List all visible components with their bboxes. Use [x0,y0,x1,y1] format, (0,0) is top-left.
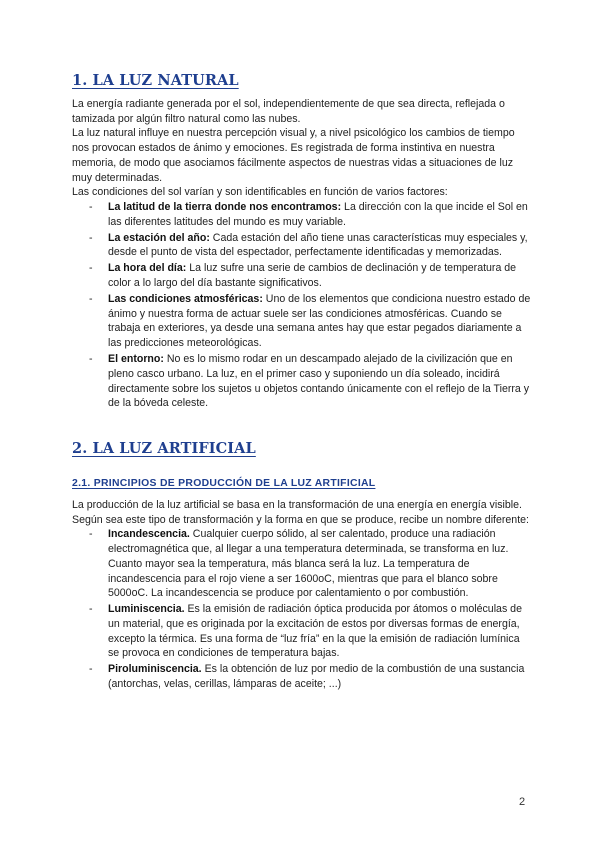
dash-bullet: - [89,528,93,541]
list-item [72,200,532,229]
dash-bullet: - [89,603,93,616]
list-item-text: Cualquier cuerpo sólido, al ser calentado, produce una radiación electromagnética que, al llegar a una temperatura determinada, se transforma en luz. Cuanto mayor sea la temperatura, más blanca será la luz. La temperatura de incandescencia para el rojo viene a ser 1600oC, mientras que para el blanco sobre 5000oC. La incandescencia se produce por calentamiento o por combustión. [108,528,509,600]
list-item-text: Es la obtención de luz por medio de la combustión de una sustancia (antorchas, velas, cerillas, lámparas de aceite; ...) [108,663,525,691]
dash-bullet: - [89,231,93,244]
list-item [72,231,532,260]
list-item [72,602,532,661]
dash-bullet: - [89,262,93,275]
paragraph: La producción de la luz artificial se basa en la transformación de una energía en energía visible. Según sea este tipo de transformación y la forma en que se produce, recibe un nombre diferente: [72,499,529,526]
section-1-heading: 1. LA LUZ NATURAL [72,72,239,89]
list-item-term: El entorno: [108,353,164,366]
list-item-term: Piroluminiscencia. [108,663,202,676]
artificial-light-types-list [72,527,532,691]
section-2-heading: 2. LA LUZ ARTIFICIAL [72,440,256,457]
list-item-text: Uno de los elementos que condiciona nuestro estado de ánimo y nuestra forma de actuar suele ser las condiciones atmosféricas. Cuando se trabaja en exteriores, ya desde una semana antes hay que estar pegados diariamente a las predicciones meteorológicas. [108,293,531,350]
list-item [72,352,532,411]
list-item-text: La luz sufre una serie de cambios de declinación y de temperatura de color a lo largo del día bastante significativos. [108,262,517,290]
list-item-term: Luminiscencia. [108,603,185,616]
list-item-text: Es la emisión de radiación óptica producida por átomos o moléculas de un material, que es originada por la excitación de estos por diversas formas de energía, excepto la térmica. Es una forma de “luz fría” en la que la emisión de radiación lumínica se provoca en condiciones de temperatura bajas. [108,603,522,660]
list-item [72,527,532,601]
natural-light-factors-list [72,200,532,411]
dash-bullet: - [89,200,93,213]
dash-bullet: - [89,293,93,306]
list-item-term: La hora del día: [108,262,187,275]
list-item [72,292,532,351]
page-number: 2 [519,796,526,808]
paragraph: La energía radiante generada por el sol, independientemente de que sea directa, reflejada o tamizada por algún filtro natural como las nubes. [72,98,505,125]
section-1-body [72,97,532,412]
section-2-1-subheading: 2.1. PRINCIPIOS DE PRODUCCIÓN DE LA LUZ ARTIFICIAL [72,478,376,489]
list-item-text: Cada estación del año tiene unas características muy especiales y, desde el punto de vista del espectador, perfectamente identificadas y memorizadas. [108,231,528,259]
list-item-term: La latitud de la tierra donde nos encontramos: [108,200,342,213]
paragraph: La luz natural influye en nuestra percepción visual y, a nivel psicológico los cambios de tiempo nos provocan estados de ánimo y emociones. Es registrada de forma instintiva en nuestra memoria, de modo que asociamos fácilmente aspectos de nuestras vidas a situaciones de luz muy determinadas. [72,127,515,184]
list-item [72,662,532,691]
list-item-term: Incandescencia. [108,528,190,541]
list-item [72,261,532,290]
list-item-term: La estación del año: [108,231,210,244]
list-item-text: La dirección con la que incide el Sol en las diferentes latitudes del mundo es muy variable. [108,200,528,228]
paragraph: Las condiciones del sol varían y son identificables en función de varios factores: [72,186,448,199]
dash-bullet: - [89,663,93,676]
dash-bullet: - [89,353,93,366]
list-item-term: Las condiciones atmosféricas: [108,293,263,306]
section-2-body [72,498,532,693]
list-item-text: No es lo mismo rodar en un descampado alejado de la civilización que en pleno casco urbano. La luz, en el primer caso y suponiendo un día soleado, incidirá directamente sobre los sujetos u objetos contando únicamente con el reflejo de la Tierra y de la bóveda celeste. [108,353,530,410]
